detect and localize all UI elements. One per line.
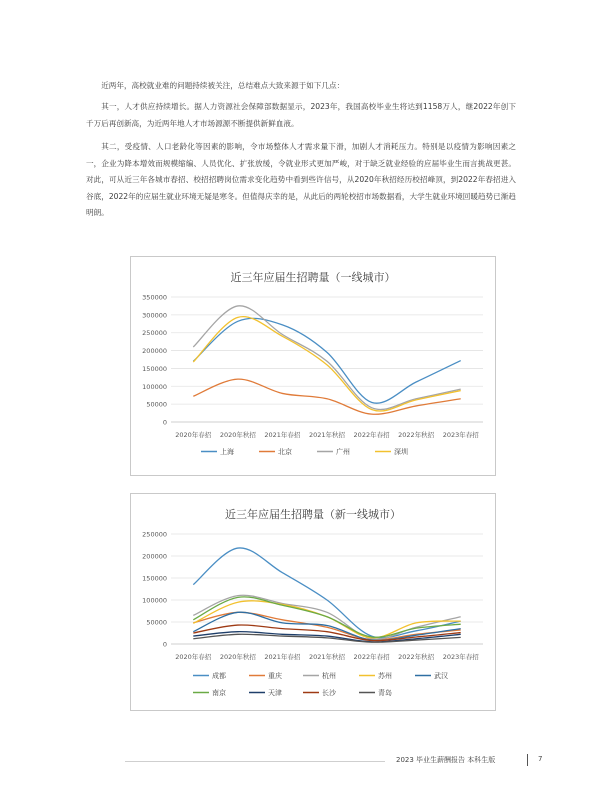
paragraph-point-two: 其二，受疫情、人口老龄化等因素的影响，令市场整体人才需求量下滑，加剧人才消耗压力。特别是以疫情为影响因素之一，企业为降本增效而规模缩编、人员优化、扩张放缓，令就业形式更加严峻，对于缺乏就业经验的应届毕业生而言挑战更甚。对此，可从近三年各城市春招、校招招聘岗位需求变化趋势中看到些许信号，从2020年秋招经历校招峰顶，到2022年春招进入谷底，2022年的应届生就业环境无疑是寒冬。但值得庆幸的是，从此后的两轮校招市场数据看，大学生就业环境回暖趋势已渐趋明朗。 (86, 142, 516, 217)
x-tick-label: 2020年秋招 (219, 653, 256, 661)
legend-label: 武汉 (434, 672, 448, 680)
x-tick-label: 2023年春招 (442, 431, 479, 439)
legend-label: 青岛 (378, 689, 392, 697)
y-tick-label: 50000 (146, 618, 167, 627)
x-tick-label: 2020年春招 (175, 653, 212, 661)
x-tick-label: 2022年春招 (353, 653, 390, 661)
chart-first-tier-svg (131, 257, 495, 475)
chart-new-first-tier-svg (131, 494, 495, 710)
legend-label: 深圳 (394, 448, 408, 456)
series-line-深圳 (193, 317, 460, 411)
y-tick-label: 150000 (142, 574, 167, 583)
chart-title: 近三年应届生招聘量（一线城市） (230, 271, 396, 284)
legend-label: 南京 (212, 689, 226, 697)
y-tick-label: 150000 (142, 364, 167, 373)
legend-label: 北京 (278, 448, 292, 456)
x-tick-label: 2022年秋招 (398, 431, 435, 439)
y-tick-label: 200000 (142, 552, 167, 561)
series-line-成都 (193, 548, 460, 638)
y-tick-label: 300000 (142, 311, 167, 320)
x-tick-label: 2020年春招 (175, 431, 212, 439)
y-tick-label: 350000 (142, 293, 167, 302)
paragraph-intro: 近两年，高校就业难的问题持续被关注，总结难点大致来源于如下几点： (101, 81, 345, 90)
y-tick-label: 0 (162, 418, 167, 427)
legend-label: 苏州 (378, 672, 392, 680)
x-tick-label: 2020年秋招 (219, 431, 256, 439)
x-tick-label: 2022年春招 (353, 431, 390, 439)
y-tick-label: 100000 (142, 596, 167, 605)
footer-page-number: 7 (538, 755, 543, 763)
legend-label: 重庆 (268, 672, 282, 680)
footer-divider (125, 761, 385, 762)
x-tick-label: 2021年春招 (264, 653, 301, 661)
y-tick-label: 100000 (142, 382, 167, 391)
chart-first-tier-cities (130, 256, 496, 476)
series-line-广州 (193, 306, 460, 410)
x-tick-label: 2022年秋招 (398, 653, 435, 661)
legend-label: 上海 (220, 448, 234, 456)
page-footer (0, 752, 596, 772)
y-tick-label: 250000 (142, 530, 167, 539)
legend-label: 广州 (336, 448, 350, 456)
footer-report-title: 2023 毕业生薪酬报告 本科生版 (396, 756, 496, 764)
chart-title: 近三年应届生招聘量（新一线城市） (225, 508, 401, 521)
paragraph-point-one: 其一，人才供应持续增长。据人力资源社会保障部数据显示，2023年，我国高校毕业生将达到1158万人，继2022年创下千万后再创新高，为近两年地人才市场源源不断提供新鲜血液。 (86, 102, 516, 128)
y-tick-label: 200000 (142, 347, 167, 356)
y-tick-label: 0 (162, 640, 167, 649)
y-tick-label: 50000 (146, 400, 167, 409)
legend-label: 杭州 (322, 672, 336, 680)
x-tick-label: 2021年秋招 (308, 431, 346, 439)
x-tick-label: 2021年春招 (264, 431, 301, 439)
legend-label: 天津 (268, 689, 282, 697)
legend-label: 长沙 (322, 689, 336, 697)
x-tick-label: 2021年秋招 (308, 653, 346, 661)
chart-new-first-tier-cities (130, 493, 496, 711)
x-tick-label: 2023年春招 (442, 653, 479, 661)
footer-separator (527, 754, 528, 766)
y-tick-label: 250000 (142, 329, 167, 338)
series-line-北京 (193, 379, 460, 414)
legend-label: 成都 (212, 672, 226, 680)
